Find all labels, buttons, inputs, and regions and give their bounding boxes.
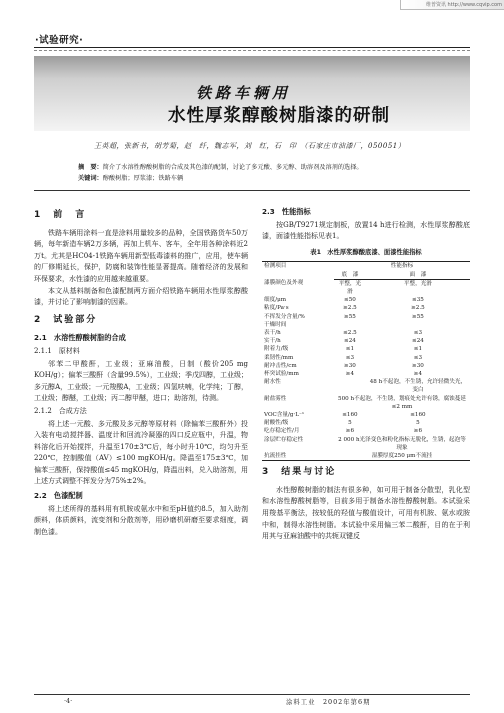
watermark: 维普资讯 http://www.cqvip.com [400,0,504,10]
heading-experimental: 2 试验部分 [34,314,98,325]
table-cell-topcoat: ≤35 [412,297,424,304]
table-cell-topcoat: ≥30 [412,362,424,369]
paragraph-intro-2: 本文从基料制备和色漆配制两方面介绍铁路车辆用水性厚浆醇酸漆，并讨论了影响制漆的因素。 [34,286,248,307]
heading-results: 3 结果与讨论 [262,467,337,478]
keywords-text: 醇酸树脂；厚浆漆；铁路车辆 [102,175,184,182]
paragraph-results: 水性醇酸树脂的制法有很多种，如可用于制备分散型，乳化型和水溶性醇酸树脂等，目前多用于制备水溶性醇酸树脂。本试验采用羧基平衡法，按较低的羟值与酸值设计，可用有机胺、氨水或胺中和，制得水溶性树脂。本试验中采用偏三苯二酸酐，目的在于利用其与亚麻油酸中的共轭双键反 [262,485,470,541]
table-header-group: 性能指标 [334,262,470,271]
keywords [78,173,418,184]
table-cell-topcoat: ≥4 [413,371,423,378]
table-cell-item: 耐盐雾性 [264,395,287,402]
table-row [262,436,470,452]
paragraph-raw-materials: 邻苯二甲酸酐，工业级；亚麻油酸，日制（酸价205 mg KOH/g）；偏苯三酸酐（含量99.5%），工业级；季戊四醇，工业级；多元醇A，工业级；一元羧酸A，工业级；四氢呋喃，化学纯；丁醇，工业级；醇醚，工业级；丙二醇甲醚，进口；助溶剂，待测。 [34,359,248,403]
table-row [262,329,470,337]
table-cell-topcoat: 48 h不起泡，不生锈，允许轻微失光，变白 [369,379,467,394]
table-cell-primer: ≤3 [345,354,355,361]
table-row [262,279,470,296]
table-row [262,345,470,353]
header-rule [34,47,470,48]
table-row [262,313,470,321]
table-row [262,362,470,370]
table-header-primer: 底 漆 [334,271,366,280]
table-cell-topcoat: 5 [416,420,420,427]
table-cell-item: 耐酸性/级 [264,420,289,427]
table-cell-item: 不挥发分含量/% [264,313,305,320]
table-row [262,337,470,345]
table-cell-topcoat: ≤3 [413,330,423,336]
table-cell-item: 涂层贮存稳定性 [264,436,304,443]
table-cell-topcoat: ≤24 [412,338,424,345]
table-cell-item: 细度/μm [264,297,287,304]
table-cell-item: 附着力/级 [264,346,289,353]
abstract-label: 摘 要： [78,164,103,171]
table-row [262,452,470,461]
keywords-label: 关键词： [78,175,103,182]
table-cell-primer: 500 h不起泡，不生锈，划痕处允许有锈，腐蚀蔓延≤2 mm [338,395,466,410]
table-cell-primer: ≤24 [344,338,356,345]
table-cell-primer: ≤160 [342,412,358,419]
heading-introduction: 1 前 言 [34,210,87,220]
title-line-2: 水性厚浆醇酸树脂漆的研制 [168,106,390,126]
paragraph-paint-preparation: 将上述所得的基料用有机胺或氨水中和至pH值约8.5，加入助剂颜料，体质颜料，流变剂和分散剂等，用砂磨机研磨至要求细度，调制色漆。 [34,504,248,536]
title-line-1: 铁路车辆用 [196,84,292,102]
table-cell-primer: ≥4 [345,371,355,378]
table-row [262,370,470,378]
table-cell-primer: 2 000 h光泽变色和粉化指标无脱化，生锈，起泡等现象 [338,436,466,451]
heading-paint-preparation: 2.2 色漆配制 [34,491,83,501]
table-cell-item: 抗流挂性 [262,452,334,461]
table-row [262,354,470,362]
abstract-text: 简介了水溶性醇酸树脂的合成及其色漆的配制，讨论了多元酸、多元醇、助溶剂及溶剂的选择。 [102,164,363,171]
table-row [262,395,470,411]
table-caption: 表1 水性厚浆醇酸底漆、面漆性能指标 [310,248,422,256]
page-number: ·4· [64,697,73,705]
table-cell-primer: ≤50 [344,297,356,304]
table-cell-topcoat: ≤1 [413,346,423,353]
paragraph-intro-1: 铁路车辆用涂料一直是涂料用量较多的品种，全国铁路货车50万辆，每年新造车辆2万多辆，再加上机车、客车，全年用各种涂料近2万t。尤其是HC04-1铁路车辆用新型低毒漆料的推广，应用，使车辆的厂修期延长，保护，防腐和装饰性能显著提高。随着经济的发展和环保要求，水性漆的应用越来越重要。 [34,228,248,283]
table-cell-topcoat: ≤3 [413,354,423,361]
table-cell-topcoat: ≥2.5 [411,305,425,312]
authors: 王英超，张新书，胡芳菊，赵 纤，魏志军，刘 红，石 印 （石家庄市油漆厂，050051） [94,142,406,150]
table-cell-primer: ≥6 [345,428,355,435]
table-cell-primer: ≥55 [344,313,356,320]
table-cell-item: 吃存稳定性/月 [264,428,300,435]
table-row [262,378,470,394]
table-cell-item: 耐水性 [264,379,281,386]
table-cell-item: 实干/h [264,338,281,345]
heading-resin-synthesis: 2.1 水溶性醇酸树脂的合成 [34,333,126,343]
right-column [262,204,470,543]
abstract-block [78,162,418,184]
table-row [262,419,470,427]
table-cell-item: 表干/h [264,330,281,336]
paragraph-synthesis-method: 将上述一元酸、多元酸及多元醇等原材料（除偏苯三酸酐外）投入装有电动搅拌器、温度计和回流冷凝器的四口反应瓶中，升温，物料溶化后开始搅拌，升温至170±3℃后，每小时升10℃，均匀升至220℃，控制酸值（AV）≤100 mgKOH/g。降温至175±3℃，加偏苯三酸酐，保持酸值≤45 mgKOH/g，降温出料，兑入助溶剂，用上述方式调整不挥发分为75%±2%。 [34,419,248,486]
abstract-rule [34,190,470,191]
table-cell-primer: ≥2.5 [343,305,357,312]
heading-synthesis-method: 2.1.2 合成方法 [34,406,87,415]
table-cell-item: 干燥时间 [264,321,287,328]
section-tag: ·试验研究· [35,35,84,46]
table-row [262,427,470,435]
table-row [262,321,470,329]
heading-performance: 2.3 性能指标 [262,207,311,216]
table-cell-primer: 湿膜厚度250 μm不流挂 [334,452,470,461]
table-cell-primer: ≤1 [345,346,355,353]
footer-rule [34,694,470,695]
table-cell-primer: 5 [348,420,352,427]
performance-table [262,261,470,461]
table-cell-primer [334,378,366,394]
table-cell-item: 耐冲击性/cm [264,362,297,369]
table-cell-item: 柔韧性/mm [264,354,294,361]
left-column [34,204,248,538]
table-cell-item: 粘度/Pa·s [264,305,289,312]
table-cell-item: 漆膜颜色及外观 [264,280,304,287]
journal-info: 涂料工业 2002年第6期 [286,698,371,706]
table-header-topcoat: 面 漆 [366,271,470,280]
table-cell-primer [334,321,366,329]
table-cell-primer: ≥30 [344,362,356,369]
table-cell-topcoat: ≤160 [410,412,426,419]
table-cell-primer: 平整，光滑 [338,280,362,295]
table-cell-item: 杯突试验/mm [264,371,299,378]
table-header-item: 检测项目 [262,262,334,279]
paragraph-performance: 按GB/T9271规定制板，放置14 h进行检测，水性厚浆醇酸底漆，面漆性能指标见表1。 [262,220,470,241]
table-cell-topcoat: 平整，光滑 [403,280,432,287]
table-row [262,296,470,304]
table-cell-topcoat: ≥55 [412,313,424,320]
abstract [78,162,418,173]
table-cell-item: VOC含量/g·L⁻¹ [264,412,305,419]
table-cell-primer: ≤2.5 [343,330,357,336]
header-dashed-rule [34,50,470,51]
heading-raw-materials: 2.1.1 原材料 [34,346,80,355]
table-cell-topcoat [366,321,470,329]
table-row [262,411,470,419]
table-row [262,304,470,312]
table-cell-topcoat: ≥6 [413,428,423,435]
